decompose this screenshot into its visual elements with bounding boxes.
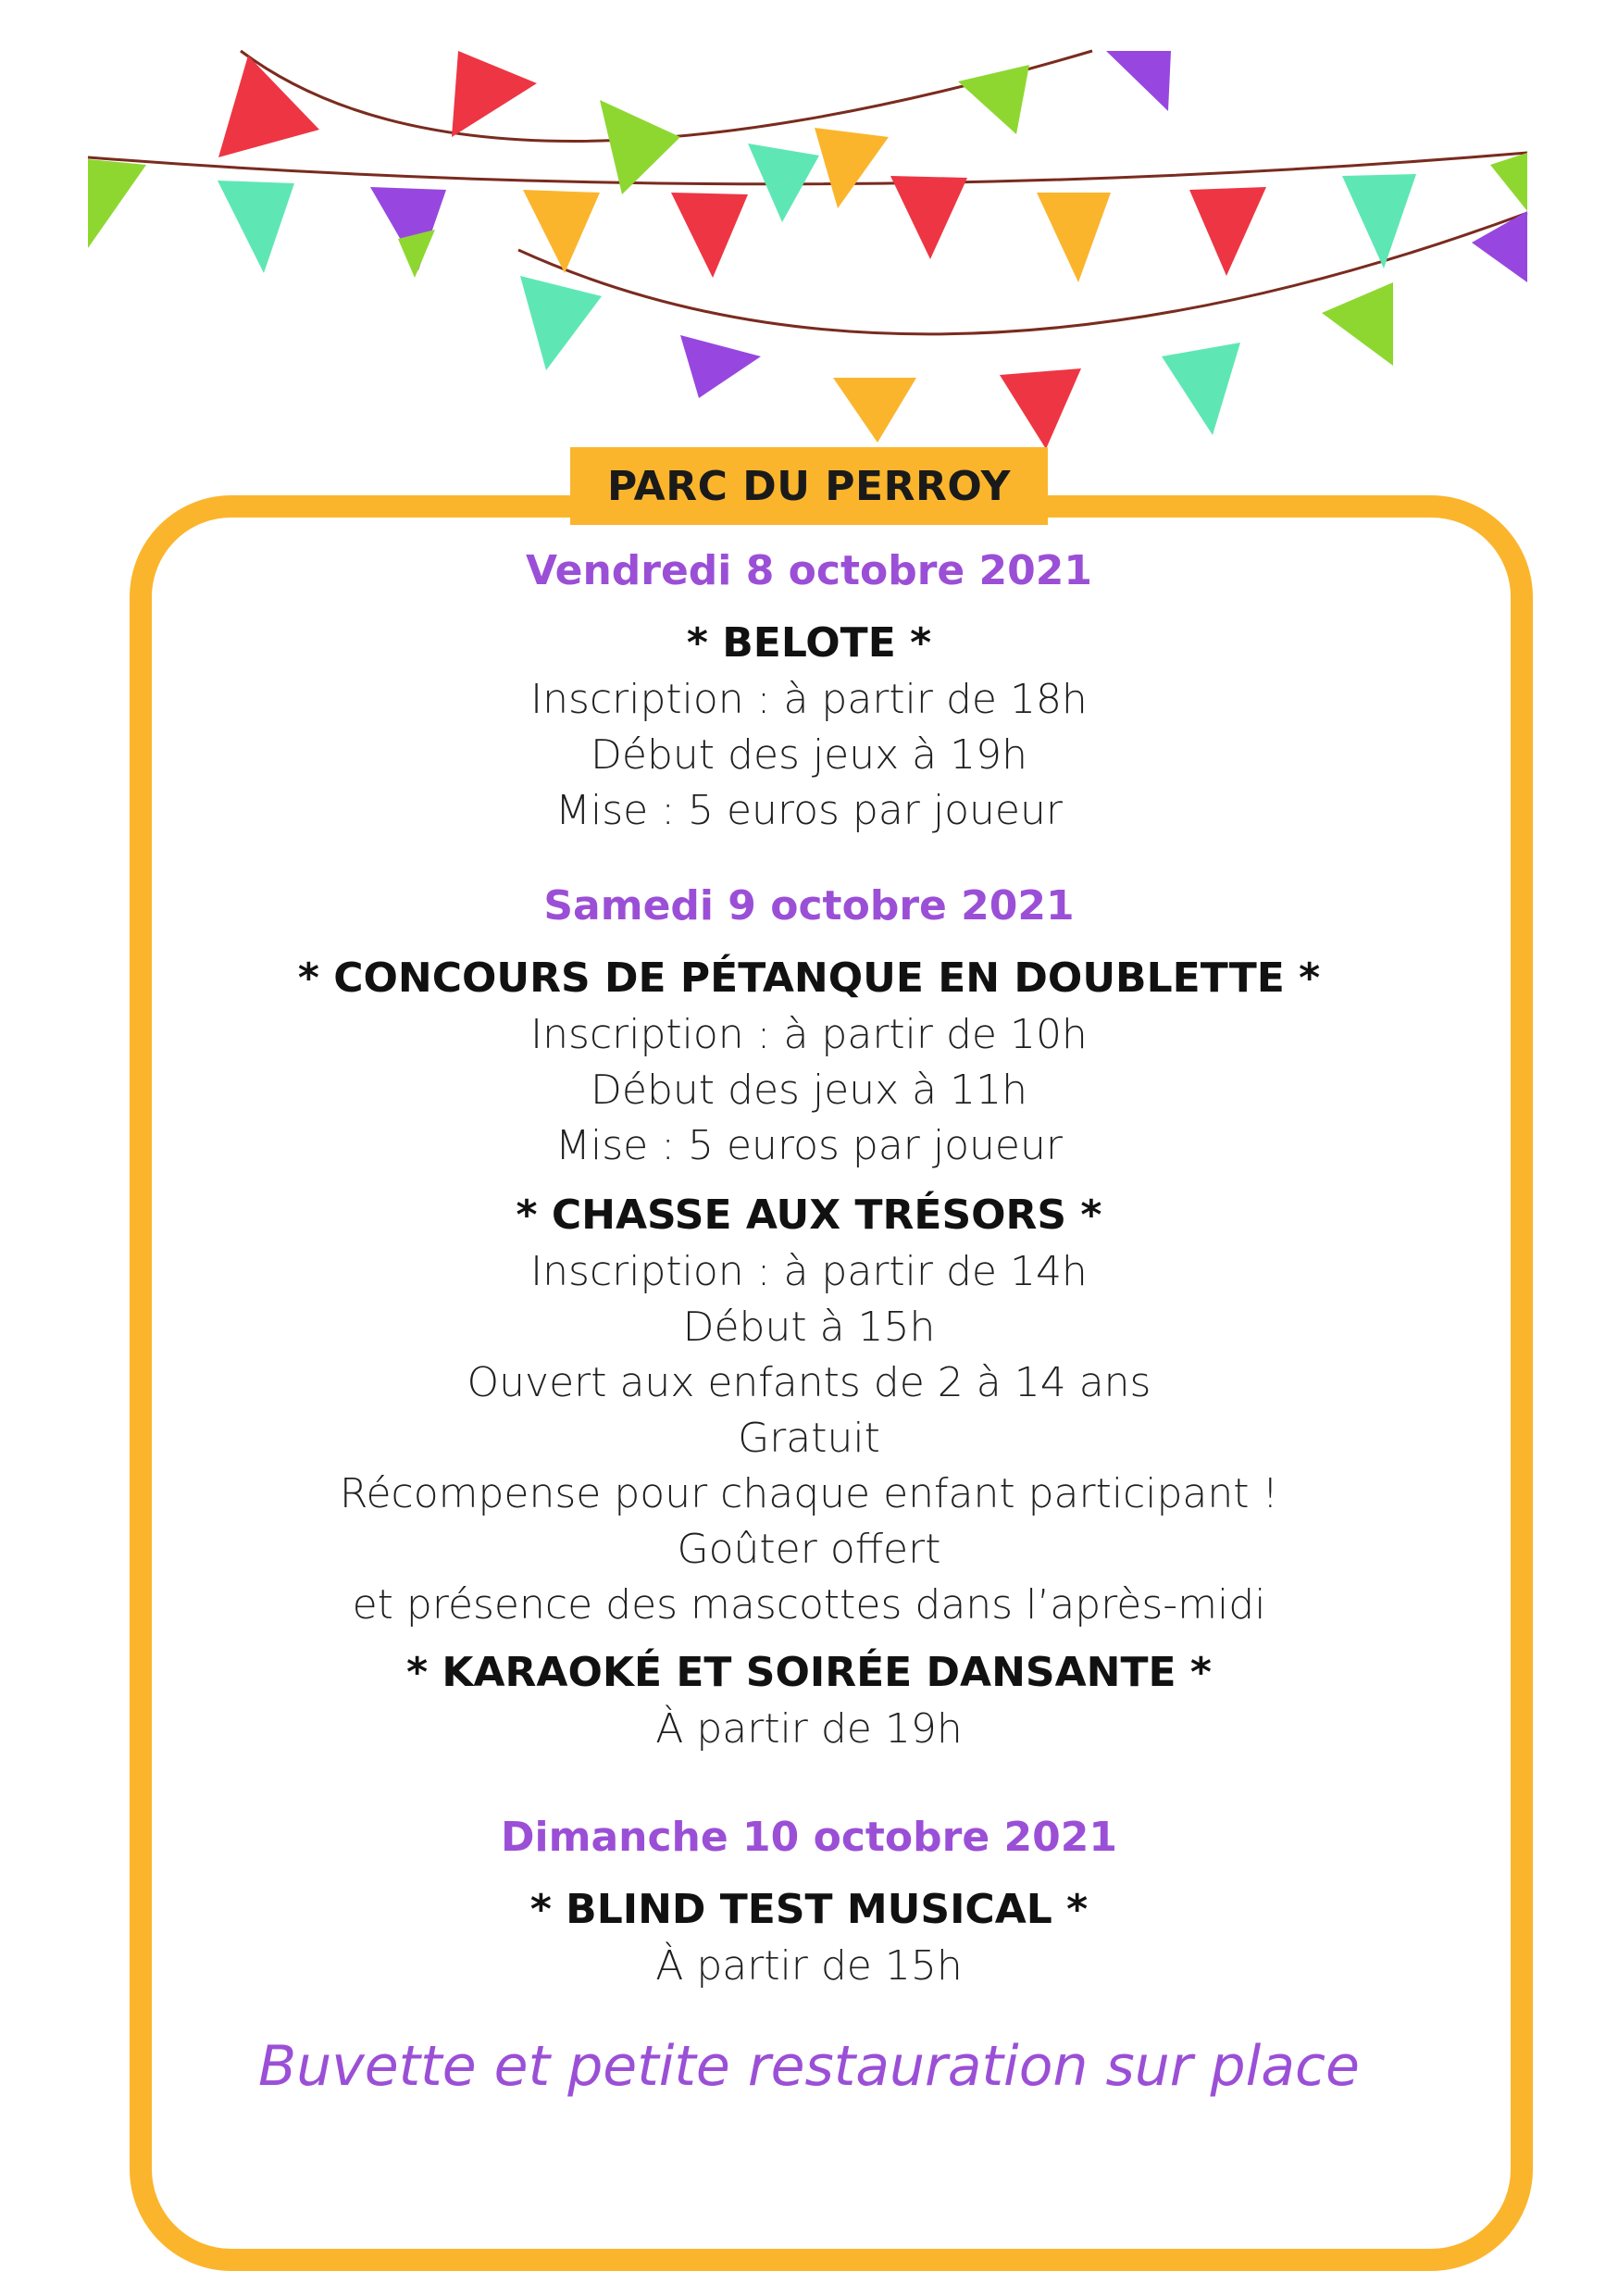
event-line: À partir de 19h — [655, 1705, 963, 1753]
event-line: Inscription : à partir de 14h — [530, 1248, 1088, 1295]
event-line: Récompense pour chaque enfant participant ! — [339, 1470, 1279, 1517]
event-line: Gratuit — [738, 1415, 880, 1462]
event-line: Début des jeux à 11h — [591, 1067, 1027, 1114]
pennant-flag — [520, 276, 602, 370]
event-title: * KARAOKÉ ET SOIRÉE DANSANTE * — [406, 1649, 1212, 1696]
pennant-flag — [523, 190, 600, 273]
pennant-flag — [680, 335, 761, 398]
bunting-decoration — [0, 0, 1618, 481]
event-line: et présence des mascottes dans l’après-midi — [352, 1581, 1266, 1628]
event-line: Début des jeux à 19h — [591, 731, 1027, 779]
pennant-flag — [1000, 368, 1081, 449]
pennant-flag — [452, 51, 537, 137]
program-content — [174, 543, 1444, 2103]
pennant-flag — [88, 159, 146, 248]
bunting-string — [241, 51, 1092, 142]
event-line: Inscription : à partir de 10h — [530, 1011, 1088, 1058]
day-date: Dimanche 10 octobre 2021 — [501, 1814, 1117, 1861]
pennant-flag — [600, 100, 680, 194]
event-title: * CHASSE AUX TRÉSORS * — [516, 1192, 1102, 1239]
event-line: Ouvert aux enfants de 2 à 14 ans — [467, 1359, 1151, 1406]
event-title: * CONCOURS DE PÉTANQUE EN DOUBLETTE * — [297, 955, 1321, 1002]
pennant-flag — [1037, 193, 1111, 282]
day-date: Samedi 9 octobre 2021 — [543, 882, 1075, 930]
pennant-flag — [958, 65, 1029, 134]
event-line: Début à 15h — [682, 1304, 936, 1351]
pennant-flag — [1106, 51, 1171, 111]
pennant-flag — [833, 378, 916, 443]
pennant-flag — [815, 128, 889, 208]
day-date: Vendredi 8 octobre 2021 — [525, 547, 1093, 594]
event-title: * BELOTE * — [686, 619, 932, 667]
pennant-flag — [671, 193, 748, 278]
event-line: À partir de 15h — [655, 1942, 963, 1990]
footer-note: Buvette et petite restauration sur place — [258, 2034, 1360, 2099]
pennant-flag — [218, 181, 294, 273]
pennant-flag — [890, 176, 967, 259]
event-line: Goûter offert — [677, 1526, 941, 1573]
event-line: Mise : 5 euros par joueur — [555, 1122, 1063, 1169]
pennant-flag — [1189, 187, 1266, 276]
pennant-flag — [1162, 343, 1240, 435]
event-title: * BLIND TEST MUSICAL * — [529, 1886, 1089, 1933]
pennant-flag — [1322, 282, 1393, 366]
pennant-flag — [1490, 153, 1527, 211]
event-line: Mise : 5 euros par joueur — [555, 787, 1063, 834]
event-line: Inscription : à partir de 18h — [530, 676, 1088, 723]
venue-label: PARC DU PERROY — [570, 447, 1048, 525]
